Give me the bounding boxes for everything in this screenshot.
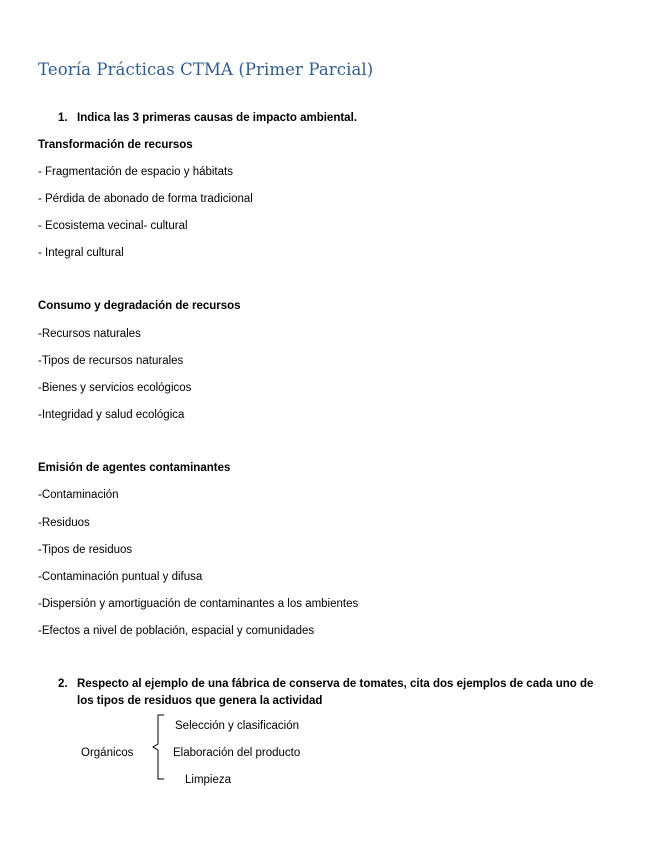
- list-item: -Recursos naturales: [38, 328, 141, 340]
- question-2-number: 2.: [58, 678, 68, 690]
- section-heading: Transformación de recursos: [38, 139, 193, 151]
- list-item: -Efectos a nivel de población, espacial y comunidades: [38, 625, 315, 637]
- list-item: - Fragmentación de espacio y hábitats: [38, 166, 233, 178]
- list-item: -Integridad y salud ecológica: [38, 409, 185, 421]
- document-title: Teoría Prácticas CTMA (Primer Parcial): [38, 60, 374, 79]
- residuo-item: Elaboración del producto: [173, 747, 301, 759]
- list-item: -Contaminación puntual y difusa: [38, 571, 203, 583]
- list-item: - Pérdida de abonado de forma tradicional: [38, 193, 253, 205]
- residuos-category: Orgánicos: [81, 747, 134, 759]
- question-1: [58, 110, 618, 127]
- residuo-item: Limpieza: [185, 774, 232, 786]
- question-1-text: Indica las 3 primeras causas de impacto ambiental.: [77, 112, 357, 124]
- list-item: -Dispersión y amortiguación de contaminantes a los ambientes: [38, 598, 359, 610]
- list-item: -Residuos: [38, 517, 90, 529]
- curly-brace-icon: [146, 714, 166, 780]
- list-item: -Tipos de recursos naturales: [38, 355, 184, 367]
- list-item: -Tipos de residuos: [38, 544, 133, 556]
- question-2-text-line-1: Respecto al ejemplo de una fábrica de conserva de tomates, cita dos ejemplos de cada uno de: [77, 678, 594, 690]
- list-item: - Ecosistema vecinal- cultural: [38, 220, 188, 232]
- question-2-text-line-2: los tipos de residuos que genera la actividad: [77, 695, 323, 707]
- section-heading: Emisión de agentes contaminantes: [38, 462, 231, 474]
- list-item: -Bienes y servicios ecológicos: [38, 382, 192, 394]
- question-2: [58, 676, 628, 712]
- question-1-number: 1.: [58, 112, 68, 124]
- residuo-item: Selección y clasificación: [175, 720, 300, 732]
- list-item: - Integral cultural: [38, 247, 124, 259]
- section-heading: Consumo y degradación de recursos: [38, 300, 241, 312]
- list-item: -Contaminación: [38, 489, 119, 501]
